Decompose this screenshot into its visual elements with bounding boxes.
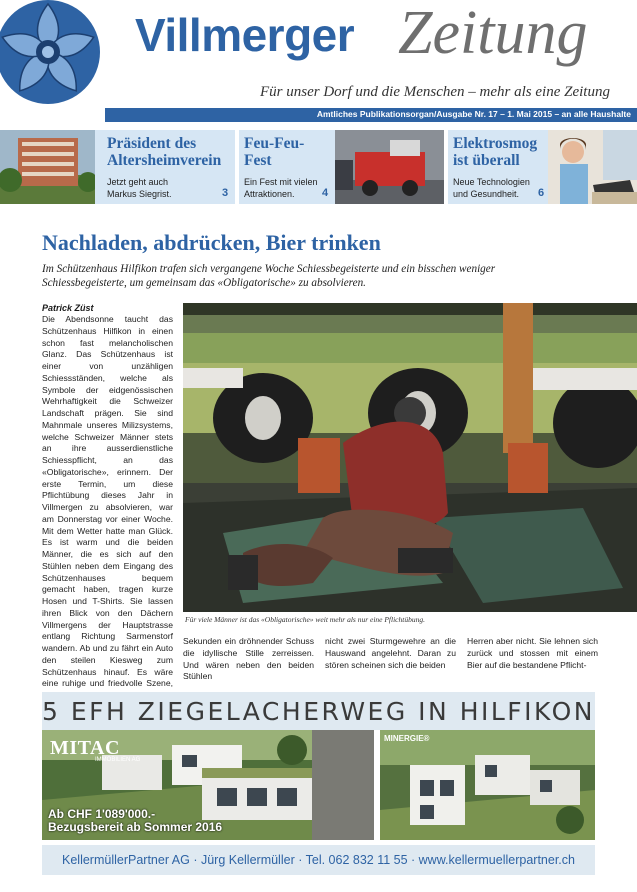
- teaser-photo-fire-truck: [335, 130, 444, 204]
- masthead-title: Villmerger: [135, 9, 355, 61]
- teaser-subtitle: Ein Fest mit vielen Attraktionen.: [244, 177, 318, 199]
- teaser-elektrosmog[interactable]: [448, 130, 637, 204]
- article-headline: Nachladen, abdrücken, Bier trinken: [42, 230, 381, 255]
- teaser-title: Elektrosmog ist überall: [453, 135, 538, 169]
- teaser-page-number: 6: [538, 187, 545, 199]
- minergie-label: MINERGIE®: [384, 734, 430, 743]
- mitac-logo-subtitle: IMMOBILIEN AG: [95, 757, 141, 763]
- article-lead: Im Schützenhaus Hilfikon trafen sich vergangene Woche Schiessbegeisterte und ein bisschen weniger Schiessbegeisterte, um gemeinsam das «Obligatorische» zu absolvieren.: [42, 263, 496, 289]
- publication-info-bar: [105, 108, 637, 122]
- teaser-president[interactable]: [0, 130, 235, 204]
- ad-title: 5 EFH ZIEGELACHERWEG IN HILFIKON: [42, 697, 595, 726]
- teaser-subtitle: Jetzt geht auch Markus Siegrist.: [107, 177, 172, 199]
- teaser-subtitle: Neue Technologien und Gesundheit.: [453, 177, 530, 199]
- article-column-4: Herren aber nicht. Sie lehnen sich zurück und stossen mit einem Bier auf die bestandene Pflicht-: [467, 636, 598, 670]
- teaser-feu-feu-fest[interactable]: [239, 130, 444, 204]
- ad-rendering-houses-right[interactable]: [380, 730, 595, 840]
- shooting-range-photo: [183, 303, 637, 612]
- teaser-page-number: 4: [322, 187, 329, 199]
- mitac-logo: MITAC: [50, 737, 120, 759]
- ad-contact-line[interactable]: KellermüllerPartner AG · Jürg Kellermüller · Tel. 062 832 11 55 · www.kellermuellerpartner.ch: [62, 853, 575, 867]
- article-column-1: Die Abendsonne taucht das Schützenhaus Hilfikon in einen schon fast melancholischen Glanz. Das Schützenhaus ist einer von unzähligen Schiessständen, welche als Symbole der eidgenössischen Wehrhaftigkeit die Schweizer Landschaft prägen. Sie sind Mahnmale unseres Milizsystems, welche Schweizer Männer stets an ihre ausserdienstliche Schiesspflicht, an das «Obligatorische», erinnern. Der erste Termin, um diese Pflichtübung dieses Jahr in Villmergen zu absolvieren, war am Donnerstag vor einer Woche. Mit dem Wetter hatte man Glück. Es ist warm und die beiden Männer, die es sich auf den Stühlen neben dem Eingang des Schützenhauses bequem gemacht haben, tragen kurze Hosen und T-Shirts. Sie lassen ihren Blick von den Dächern Villmergens der Hauptstrasse entlang Richtung Sarmenstorf wandern. Ab und zu fährt ein Auto den steilen Kiesweg zum Schützenhaus hinauf. Es wäre eine ruhige und friedvolle Szene,: [42, 314, 173, 689]
- article-column-2: Sekunden ein dröhnender Schuss die idyllische Stille zerreissen. Und wären neben den beiden Stühlen: [183, 636, 314, 682]
- article-column-3: nicht zwei Sturmgewehre an die Hauswand angelehnt. Daran zu stören scheinen sich die beiden: [325, 636, 456, 670]
- teaser-title: Präsident des Altersheimverein: [107, 135, 222, 169]
- teaser-page-number: 3: [222, 187, 229, 199]
- masthead-title-script: Zeitung: [398, 0, 588, 67]
- coat-of-arms-rosette-logo: [0, 0, 105, 105]
- teaser-photo-building: [0, 130, 95, 204]
- teaser-photo-child-laptop: [548, 130, 637, 204]
- article-author: Patrick Züst: [42, 303, 94, 313]
- publication-info-text: Amtliches Publikationsorgan/Ausgabe Nr. 17 – 1. Mai 2015 – an alle Haushalte: [316, 109, 631, 119]
- ad-price: Ab CHF 1'089'000.- Bezugsbereit ab Sommer 2016: [48, 807, 223, 834]
- masthead-tagline: Für unser Dorf und die Menschen – mehr als eine Zeitung: [260, 84, 610, 100]
- teaser-title: Feu-Feu- Fest: [244, 135, 305, 169]
- photo-caption: Für viele Männer ist das «Obligatorische» weit mehr als nur eine Pflichtübung.: [185, 615, 425, 624]
